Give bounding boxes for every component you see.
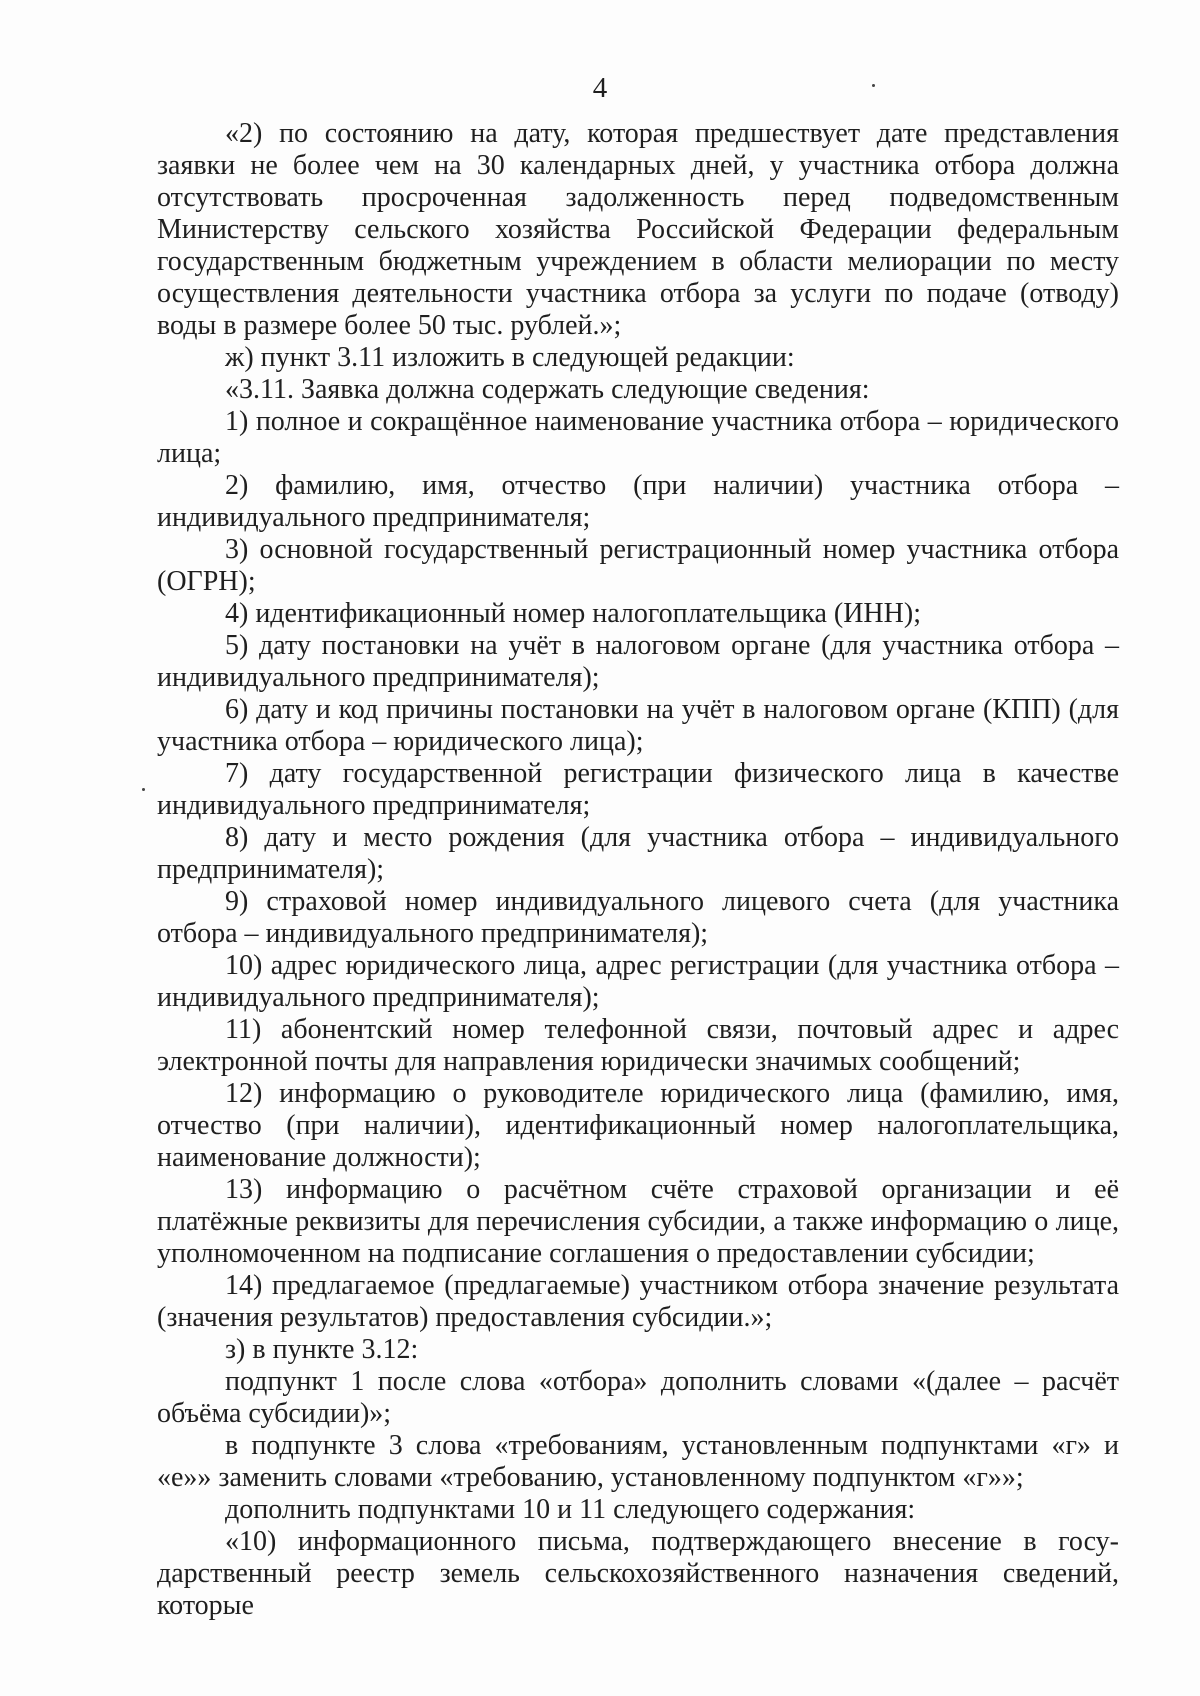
list-item-7: 7) дату государственной регистрации физического лица в качестве индивидуального предпринимателя; bbox=[157, 758, 1119, 821]
list-item-9: 9) страховой номер индивидуального лицевого счета (для участника отбора – индивидуального предпринимателя); bbox=[157, 886, 1119, 949]
page-number: 4 bbox=[592, 72, 608, 104]
paragraph-add-subitems: дополнить подпунктами 10 и 11 следующего содержания: bbox=[225, 1494, 916, 1525]
list-item-14: 14) предлагаемое (предлагаемые) участником отбора значение результата (значения результатов) предоставления субсидии.»; bbox=[157, 1270, 1119, 1333]
list-item-11: 11) абонентский номер телефонной связи, почтовый адрес и адрес электронной почты для направления юридически значимых сообщений; bbox=[157, 1014, 1119, 1077]
list-item-10: 10) адрес юридического лица, адрес регистрации (для участника отбора – индивидуального предпринимателя); bbox=[157, 950, 1119, 1013]
list-item-1: 1) полное и сокращённое наименование участника отбора – юридического лица; bbox=[157, 406, 1119, 469]
list-item-13: 13) информацию о расчётном счёте страховой организации и её платёжные реквизиты для перечисления субсидии, а также информацию о лице, уполномоченном на подписание соглашения о предоставлении субсидии; bbox=[157, 1174, 1119, 1269]
list-item-8: 8) дату и место рождения (для участника отбора – индивидуального предпринимателя); bbox=[157, 822, 1119, 885]
paragraph-3-11-intro: «3.11. Заявка должна содержать следующие сведения: bbox=[225, 374, 870, 405]
scan-speck bbox=[142, 788, 145, 791]
paragraph-subitem-3: в подпункте 3 слова «требованиям, установленным подпунктами «г» и «е»» заменить словами «требованию, установленному подпунктом «г»»; bbox=[157, 1430, 1119, 1493]
list-item-4: 4) идентификационный номер налогоплательщика (ИНН); bbox=[225, 598, 921, 629]
list-item-2: 2) фамилию, имя, отчество (при наличии) участника отбора – индивидуального предпринимателя; bbox=[157, 470, 1119, 533]
list-item-5: 5) дату постановки на учёт в налоговом органе (для участника отбора – индивидуального предпринимателя); bbox=[157, 630, 1119, 693]
paragraph-subitem-1: подпункт 1 после слова «отбора» дополнить словами «(далее – расчёт объёма субсидии)»; bbox=[157, 1366, 1119, 1429]
document-body bbox=[157, 118, 1119, 1622]
paragraph-item-zh: ж) пункт 3.11 изложить в следующей редакции: bbox=[225, 342, 795, 373]
list-item-6: 6) дату и код причины постановки на учёт в налоговом органе (КПП) (для участника отбора – юридического лица); bbox=[157, 694, 1119, 757]
paragraph-item-z: з) в пункте 3.12: bbox=[225, 1334, 419, 1365]
paragraph-debt-requirement: «2) по состоянию на дату, которая предшествует дате представления заявки не более чем на 30 календарных дней, у участника отбора должна отсутствовать просроченная задолженность перед подведомственным Министерству сельского хозяйства Российской Федерации федеральным государственным бюджетным учреждением в области мелиорации по месту осуществления деятельности участника отбора за услуги по подаче (отводу) воды в размере более 50 тыс. рублей.»; bbox=[157, 118, 1119, 341]
list-item-12: 12) информацию о руководителе юридического лица (фамилию, имя, отчество (при наличии), идентификационный номер налогоплательщика, наименование должности); bbox=[157, 1078, 1119, 1173]
paragraph-subitem-10: «10) информационного письма, подтверждающего внесение в государственный реестр земель сельскохозяйственного назначения сведений, которые bbox=[157, 1526, 1119, 1621]
list-item-3: 3) основной государственный регистрационный номер участника отбора (ОГРН); bbox=[157, 534, 1119, 597]
scan-speck bbox=[872, 84, 875, 87]
